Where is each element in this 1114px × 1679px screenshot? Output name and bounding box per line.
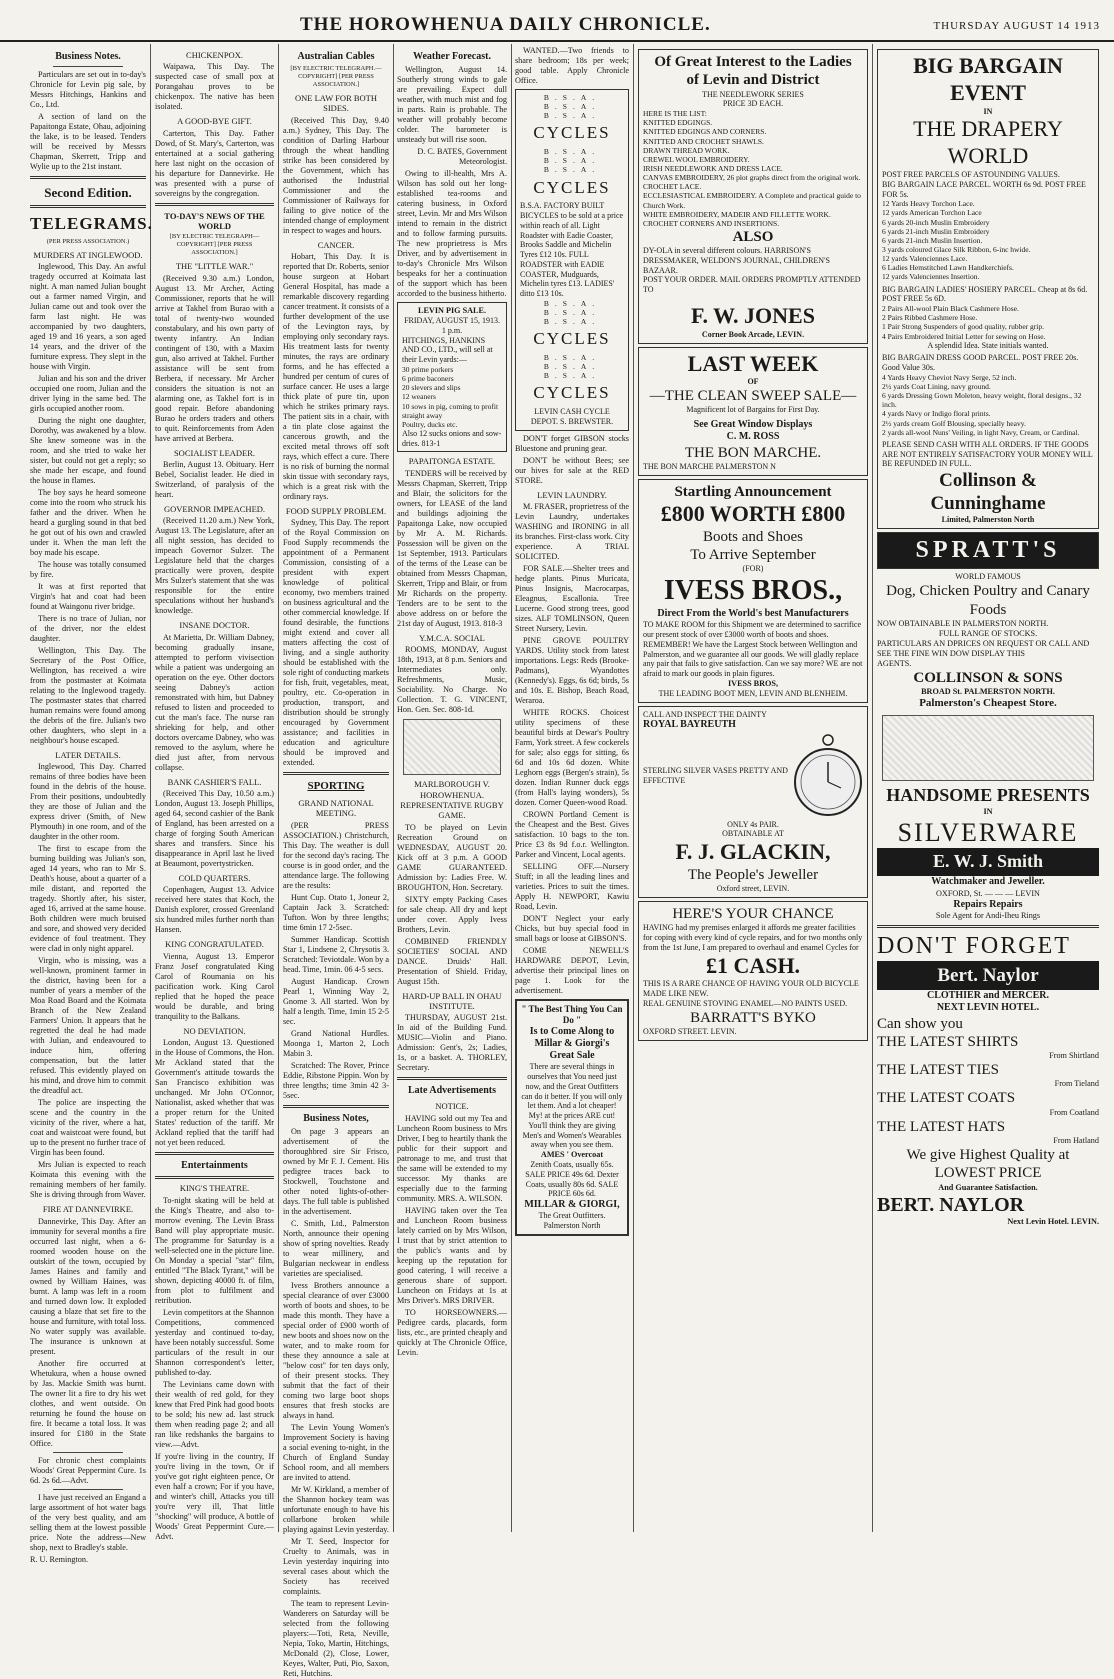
article-heading: COLD QUARTERS. bbox=[178, 873, 251, 883]
article-paragraph: Owing to ill-health, Mrs A. Wilson has sold out her long-established tea-rooms and catering business, in Oxford street, Levin. Mr and Mrs Wilson intend to remain in the district and to follow farming pursuits. The new proprietress is Mrs Driver, and by advertisement in to-day's Chronicle Mrs Wilson bespeaks for her a continuation of the support which has been accorded to the business hitherto. bbox=[397, 169, 507, 299]
article-paragraph: C. Smith, Ltd., Palmerston North, announce their opening show of spring novelties. Ready to wear millinery, and Bulgarian neckwear in endless varieties are specialised. bbox=[283, 1218, 389, 1278]
ad-heading: DON'T FORGET bbox=[877, 932, 1071, 959]
ad-text: DY-OLA in several different colours. HARRISON'S DRESSMAKER, WELDON'S JOURNAL, CHILDREN'S BAZAAR. bbox=[643, 246, 830, 275]
column-rule bbox=[150, 44, 151, 1532]
article-paragraph: Waipawa, This Day. The suspected case of small pox at Porangahau proves to be chickenpox. The native has been isolated. bbox=[155, 62, 274, 112]
ad-text: Magnificent lot of Bargains for First Day. bbox=[686, 405, 820, 415]
article-paragraph: Vienna, August 13. Emperor Franz Josef congratulated King Carol of Roumania on his pacification work. King Carol replied that he hoped the peace would be durable, and bring tranquility to the Balkans. bbox=[155, 951, 274, 1021]
press-credit: [BY ELECTRIC TELEGRAPH—COPYRIGHT] [PER PRESS ASSOCIATION.] bbox=[169, 233, 260, 257]
article-paragraph: The boy says he heard someone come into the room who struck his father and the driver. When he heard a gurgling sound in that bed he got out of his own and crawled under it. When the man left the boy made his escape. bbox=[30, 488, 146, 558]
ad-heading: Repairs Repairs bbox=[953, 898, 1023, 910]
ad-date: FRIDAY, AUGUST 15, 1913. bbox=[404, 316, 500, 326]
ad-text: TO MAKE ROOM for this Shipment we are determined to sacrifice our present stock of over £3000 worth of boots and shoes. REMEMBER! We have the Largest Stock between Wellington and Palmerston, and we guarantee all our goods. We will gladly replace any pair that fails to give satisfaction. Can we say more? WE are not afraid to mark our goods in plain figures. bbox=[643, 620, 863, 679]
ad-heading: Y.M.C.A. SOCIAL bbox=[419, 632, 485, 643]
article-paragraph: (Received This Day, 10.50 a.m.) London, August 13. Joseph Phillips, aged 64, second cashier of the Bank of England, has been arrested on a charge of forging South American shares and transfers. Since his disappearance in April last he lived at Beaumont, povertystricken. bbox=[155, 789, 274, 868]
ad-list-item: 12 Yards Heavy Torchon Lace. bbox=[882, 199, 975, 209]
ad-list-item: WHITE EMBROIDERY, MADEIR AND FILLETTE WORK. bbox=[643, 209, 831, 219]
ad-heading: IVESS BROS., bbox=[663, 575, 843, 607]
advertisement: COME NEWELL'S HARDWARE DEPOT, Levin, advertise their principal lines on page 1. Look for the advertisement. bbox=[515, 945, 629, 995]
ad-text: Corner Book Arcade, LEVIN. bbox=[701, 329, 805, 339]
article-paragraph: Dannevirke, This Day. After an immunity for several months a fire occurred last night, when a 6-roomed wooden house on the outskirt of the town, occupied by James Haines and family and owned by William Haines, was burnt. A lamp was left in a room and turned down low. It exploded causing a blaze that set fire to the house and furniture, with total loss. No water supply was available. The insurance is unknown at present. bbox=[30, 1216, 146, 1356]
cycles-heading: CYCLES bbox=[533, 123, 611, 143]
pig-sale-advertisement bbox=[397, 302, 507, 452]
advertisement: DON'T Neglect your early Chicks, but buy special food in small bags or loose at GIBSON'S. bbox=[515, 913, 629, 943]
article-heading: THE "LITTLE WAR." bbox=[175, 261, 254, 272]
ad-text: ONLY 4s PAIR. bbox=[727, 819, 779, 829]
ad-text: OF bbox=[747, 377, 759, 387]
ad-list-item: KNITTED EDGINGS. bbox=[643, 118, 713, 128]
ad-list-item: 4 yards Navy or Indigo floral prints. bbox=[882, 409, 991, 419]
masthead-title: THE HOROWHENUA DAILY CHRONICLE. bbox=[300, 14, 711, 35]
ad-text: THIS IS A RARE CHANCE OF HAVING YOUR OLD BICYCLE MADE LIKE NEW. bbox=[643, 979, 859, 999]
ad-heading: Can show you bbox=[877, 1015, 963, 1032]
ad-text: Zenith Coats, usually 65s. SALE PRICE 49s 6d. Dexter Coats, usually 80s 6d. SALE PRICE 60s 6d. bbox=[525, 1160, 619, 1199]
barratt-advertisement bbox=[638, 901, 868, 1041]
article-paragraph: Berlin, August 13. Obituary. Herr Bebel, Socialist leader. He died in Switzerland, of paralysis of the heart. bbox=[155, 459, 274, 499]
divider bbox=[53, 1489, 123, 1490]
column-rule bbox=[872, 44, 873, 1532]
ad-list-item: 12 yards Valenciennes Lace. bbox=[882, 254, 968, 264]
ad-list-item: 3 yards coloured Glace Silk Ribbon, 6-inc hwide. bbox=[882, 245, 1031, 255]
article-heading: FIRE AT DANNEVIRKE. bbox=[42, 1204, 134, 1215]
article-paragraph: Ivess Brothers announce a special clearance of over £3000 worth of boots and shoes, to be made this month. They have a special order of £900 worth of new boots and shoes now on the water, and to make room for these they announce a sale at "below cost" for ten days only, of their present stocks. They submit that the fact of their coming two large boot shops ensures that fresh stocks are always in hand. bbox=[283, 1280, 389, 1420]
ad-list-item: IRISH NEEDLEWORK AND DRESS LACE. bbox=[643, 163, 783, 173]
ad-list-item: 6 prime baconers bbox=[402, 374, 454, 384]
ad-text: PARTICULARS AN DPRICES ON REQUEST OR CALL AND SEE THE FINE WIN DOW DISPLAY THIS bbox=[877, 639, 1090, 659]
article-paragraph: Sydney, This Day. The report of the Royal Commission on Food Supply recommends the appointment of a Permanent Commission, consisting of a president with expert knowledge of political economy, two members trained on business agricultural and the other commercial knowledge. If found desirable, the functions might extend and cover all matters affecting the cost of living, and a single authority should be established with the sole right of conducting markets for fish, fruit, vegetables, meat, poultry, etc. Co-operation in production, transport, and distribution should be strongly encouraged by Government assistance; and facilities in education and agriculture should be improved and extended. bbox=[283, 518, 389, 768]
ad-text: FULL RANGE OF STOCKS. bbox=[938, 629, 1038, 639]
divider bbox=[30, 176, 146, 179]
ad-heading: C. M. ROSS bbox=[726, 431, 780, 443]
ad-heading: AMES ' Overcoat bbox=[540, 1150, 604, 1160]
divider bbox=[155, 1176, 274, 1179]
ad-heading: HARD-UP BALL IN OHAU INSTITUTE. bbox=[402, 990, 502, 1011]
ad-text: From Tieland bbox=[1054, 1079, 1099, 1089]
divider bbox=[53, 1452, 123, 1453]
article-paragraph: The Levin Young Women's Improvement Society is having a social evening to-night, in the Church of England Sunday School room, and all members are invited to attend. bbox=[283, 1422, 389, 1482]
press-credit: [BY ELECTRIC TELEGRAPH.—COPYRIGHT] [PER PRESS ASSOCIATION.] bbox=[290, 65, 382, 89]
ad-heading: We give Highest Quality at LOWEST PRICE bbox=[906, 1147, 1070, 1182]
ad-list-item: 2 Pairs Ribbed Cashmere Hose. bbox=[882, 313, 978, 323]
advertisement: WHITE ROCKS. Choicest utility specimens of these beautiful birds at Dewar's Poultry Farm, York street. A few cockerels for sale; also eggs for sitting, 6s 6d and 10s 6d dozen. White Leghorn eggs (Bergen's strain), 5s dozen. Indian Runner duck eggs (from Hall's laying wonders), 5s dozen. Corner Queen-wood Road. bbox=[515, 707, 629, 807]
telegrams-heading: TELEGRAMS. bbox=[30, 214, 153, 234]
divider bbox=[53, 66, 123, 67]
column-rule bbox=[511, 44, 512, 1532]
article-paragraph: Levin competitors at the Shannon Competitions, commenced yesterday and continued to-day, have been notably successful. Some particulars of the result in our Shannon correspondent's letter, published to-day. bbox=[155, 1307, 274, 1377]
article-paragraph: August Handicap. Crown Pearl 1, Winning Way 2, Gnome 3. All started. Won by half a length. Time, 1min 15 2-5 sec. bbox=[283, 976, 389, 1026]
ad-heading: F. W. JONES bbox=[691, 302, 815, 328]
ad-heading: The People's Jeweller bbox=[687, 866, 819, 883]
column-rule bbox=[278, 44, 279, 1532]
article-paragraph: At Marietta, Dr. William Dabney, becoming gradually insane, attempted to perform vivisection while a patient was undergoing an operation on the eye. Other doctors seeing Dabney's action remonstrated with him, but Dabney refused to listen and proceeded to cut the man's face. The nurse ran shrieking for help, and other doctors overcame Dabney, who was removed to the asylum, where he died just after, from nervous collapse. bbox=[155, 632, 274, 772]
ad-text: B.S.A. FACTORY BUILT BICYCLES to be sold at a price within reach of all. Light Roadster with Eadie Coaster, Brooks Saddle and Michelin Tyres £12 10s. FULL ROADSTER with EADIE COASTER, Mudguards, Michelin tyres £13. LADIES' ditto £13 10s. bbox=[520, 201, 624, 299]
ad-heading: Dog, Chicken Poultry and Canary Foods bbox=[886, 583, 1090, 618]
article-heading: CHICKENPOX. bbox=[186, 50, 243, 60]
ad-list-item: 2 yards all-wool Nuns' Veiling, in light Navy, Cream, or Cardinal. bbox=[882, 427, 1080, 437]
divider bbox=[30, 205, 146, 208]
ad-heading: HERE'S YOUR CHANCE bbox=[672, 905, 834, 922]
column-7 bbox=[877, 46, 1099, 1530]
ad-heading: Bert. Naylor bbox=[877, 961, 1099, 990]
ad-list-item: 30 prime porkers bbox=[402, 364, 454, 374]
advertisement: WANTED.—Two friends to share bedroom; 18s per week; good table. Apply Chronicle Office. bbox=[515, 46, 629, 85]
article-paragraph: Inglewood, This Day. Charred remains of three bodies have been found in the debris of the house. From their positions, undoubtedly they are those of Julian and the express driver (Smith, of New Plymouth) in one room, and of the daughter in the other room. bbox=[30, 762, 146, 842]
ad-heading: LEVIN LAUNDRY. bbox=[537, 489, 607, 500]
ad-text: Oxford street, LEVIN. bbox=[716, 884, 790, 894]
column-2 bbox=[155, 46, 274, 1541]
ad-text: From Shirtland bbox=[1049, 1051, 1099, 1061]
ad-list-item: 6 yards 21-inch Muslin Embroidery bbox=[882, 226, 990, 236]
divider bbox=[155, 1152, 274, 1155]
advertisement-verse: If you're living in the country, If you're living in the town, Or if you've got right eighteen pence, Or even half a crown; For if you have, and winter's chill, Attacks you till you're very ill, That little "shocking" will produce, A bottle of Woods' Great Peppermint Cure.—Advt. bbox=[155, 1451, 274, 1541]
ad-list-item: 12 yards Valenciennes Insertion. bbox=[882, 272, 980, 282]
ad-heading: ALSO bbox=[732, 228, 774, 245]
ad-list-item: 4 Pairs Embroidered Initial Letter for sewing on Hose. bbox=[882, 331, 1046, 341]
article-paragraph: The first to escape from the burning building was Julian's son, aged 14 years, who ran to Mr S. Death's house, about a quarter of a mile distant, and reported the tragedy. Shortly after, his sister, aged 16, arrived at the same house. Both children were much bruised and sore, and showed very decided evidence of foul treatment. They were clad in only night apparel. bbox=[30, 844, 146, 954]
advertisement: CROWN Portland Cement is the Cheapest and the Best. Gives satisfaction. 10 bags to the ton. Price £3 8s 9d f.o.r. Wellington. Parker and Vincent, Local agents. bbox=[515, 809, 629, 859]
ad-heading: NEXT LEVIN HOTEL. bbox=[936, 1002, 1040, 1014]
cycles-heading: CYCLES bbox=[533, 329, 611, 349]
ad-heading: THE LATEST TIES bbox=[877, 1062, 999, 1079]
article-paragraph: Hobart, This Day. It is reported that Dr. Roberts, senior house surgeon at Hobart General Hospital, has made a remarkable discovery regarding cancer treatment. It consists of a further development of the use of the Levington rays, by employing only secondary rays. His treatment lasts for twenty minutes, the rays are ordinary forms, and he has effected a hundred per centum of cures of surface cancer. He uses a large thick plate of pure tin, upon which he strikes primary rays. The patient sits in a chair, with a tin plate close against the cancerous growth, and the excited metal throws off soft rays, which effect a cure. There is no risk of burning the normal skin tissue with secondary rays, which is a great risk with the ordinary rays. bbox=[283, 252, 389, 502]
ad-list-item: KNITTED AND CROCHET SHAWLS. bbox=[643, 136, 764, 146]
ad-heading: SILVERWARE bbox=[897, 817, 1079, 847]
ad-text: THE LEADING BOOT MEN, LEVIN AND BLENHEIM. bbox=[658, 688, 848, 698]
ad-text: IN bbox=[983, 806, 993, 816]
ad-list-item: 20 slevers and slips bbox=[402, 383, 461, 393]
weather-heading: Weather Forecast. bbox=[413, 51, 491, 62]
ad-text: From Hatland bbox=[1053, 1136, 1099, 1146]
ad-text: POST YOUR ORDER. MAIL ORDERS PROMPTLY ATTENDED TO bbox=[643, 275, 861, 295]
column-rule bbox=[393, 44, 394, 1532]
ad-text: OBTAINABLE AT bbox=[722, 829, 784, 839]
pocket-watch-icon bbox=[793, 732, 863, 820]
ad-text: A splendid Idea. State initials wanted. bbox=[927, 340, 1049, 350]
ad-heading: MILLAR & GIORGI, bbox=[524, 1199, 620, 1211]
article-paragraph: A section of land on the Papaitonga Estate, Ohau, adjoining the lake, is to be leased. Tenders will be received by Messrs Chapman, Skerrett, Tripp and Wylie up to the 21st instant. bbox=[30, 112, 146, 172]
ad-text: Sole Agent for Andi-Iheu Rings bbox=[935, 910, 1041, 920]
ad-heading: —THE CLEAN SWEEP SALE— bbox=[649, 388, 857, 405]
article-paragraph: Particulars are set out in to-day's Chronicle for Levin pig sale, by Messrs Hitchings, Hankins and Co., Ltd. bbox=[30, 70, 146, 110]
ad-text: The Great Outfitters. Palmerston North bbox=[538, 1211, 606, 1231]
ad-heading: COLLINSON & SONS bbox=[913, 670, 1063, 687]
ad-heading: Is to Come Along to Millar & Giorgi's Great Sale bbox=[529, 1025, 615, 1062]
divider bbox=[155, 203, 274, 206]
world-news-heading: TO-DAY'S NEWS OF THE WORLD bbox=[164, 210, 265, 232]
ad-list-item: 6 Ladies Hemstitched Lawn Handkerchiefs. bbox=[882, 263, 1014, 273]
ad-text: HITCHINGS, HANKINS AND CO., LTD., will sell at their Levin yards:— bbox=[402, 335, 493, 365]
ad-text: BROAD St. PALMERSTON NORTH. bbox=[921, 687, 1055, 697]
article-paragraph: To-night skating will be held at the King's Theatre, and also to-morrow evening. The Levin Brass Band will play appropriate music. The programme for Saturday is a well-selected one in the picture line. On Monday a special "star" film, entitled "The Black Tyrant," will be shown, depicting 40000 ft. of film, from plot to fulfilment and retribution. bbox=[155, 1195, 274, 1305]
advertisement: DON'T forget GIBSON stocks Bluestone and pruning gear. bbox=[515, 433, 629, 453]
ad-text: POST FREE PARCELS OF ASTOUNDING VALUES. bbox=[882, 170, 1060, 180]
article-paragraph: Julian and his son and the driver occupied one room, Julian and the driver lying in the same bed. The girls occupied another room. bbox=[30, 374, 146, 414]
ad-heading: BIG BARGAIN EVENT bbox=[913, 53, 1063, 105]
ad-heading: THE LATEST COATS bbox=[877, 1090, 1016, 1107]
ad-heading: THE LATEST SHIRTS bbox=[877, 1033, 1019, 1050]
cycles-heading: CYCLES bbox=[533, 383, 611, 403]
column-5 bbox=[515, 46, 629, 1530]
ad-list-item: 12 weaners bbox=[402, 392, 436, 402]
ad-heading: LAST WEEK bbox=[687, 350, 819, 376]
advertisement: COMBINED FRIENDLY SOCIETIES' SOCIAL AND DANCE. Druids' Hall. Presentation of Shield. Friday, August 15th. bbox=[397, 936, 507, 986]
article-paragraph: Carterton, This Day. Father Dowd, of St. Mary's, Carterton, was entertained at a social gathering here last night on the occasion of his departure for Dannevirke. He was presented with a purse of sovereigns by the congregation. bbox=[155, 128, 274, 198]
article-paragraph: Mr W. Kirkland, a member of the Shannon hockey team was unfortunate enough to have his collarbone broken while playing against Levin yesterday. bbox=[283, 1484, 389, 1534]
advertisement: DON'T be without Bees; see our hives for sale at the RED STORE. bbox=[515, 455, 629, 485]
article-paragraph: (Received 11.20 a.m.) New York, August 13. The Legislature, after an all night session, has decided to impeach Governor Sulzer. The Legislature held that the charges practically were proven, despite Mrs Sulzer's statement that she was responsible for the entire speculations without her husband's knowledge. bbox=[155, 516, 274, 616]
article-paragraph: The team to represent Levin-Wanderers on Saturday will be selected from the following players:—Toti, Reta, Neville, Nepia, Toko, Martin, Hitchings, McDonald (2), Close, Lower, Keyes, Walter, Puti, Pio, Saxon, Reti, Hutchins. bbox=[283, 1598, 389, 1678]
article-paragraph: The house was totally consumed by fire. bbox=[30, 560, 146, 580]
column-1 bbox=[30, 46, 153, 1564]
needlework-advertisement bbox=[638, 49, 868, 344]
ad-text: THE NEEDLEWORK SERIES bbox=[702, 89, 804, 99]
ad-heading: LEVIN PIG SALE. bbox=[417, 306, 487, 316]
article-heading: GRAND NATIONAL MEETING. bbox=[298, 797, 374, 819]
article-paragraph: Mr T. Seed, Inspector for Cruelty to Animals, was in Levin yesterday inquiring into several cases about which the Society has received complaints. bbox=[283, 1536, 389, 1596]
ad-heading: £1 CASH. bbox=[705, 952, 801, 978]
column-4 bbox=[397, 46, 507, 1530]
ad-heading: of Levin and District bbox=[686, 72, 820, 89]
ad-heading: BARRATT'S BYKO bbox=[690, 1009, 816, 1026]
article-heading: KING'S THEATRE. bbox=[179, 1183, 250, 1194]
ad-text: LEVIN CASH CYCLE DEPOT. S. BREWSTER. bbox=[530, 407, 614, 426]
advertisement-signature: R. U. Remington. bbox=[30, 1554, 88, 1564]
divider bbox=[283, 772, 389, 775]
advertisement: PINE GROVE POULTRY YARDS. Utility stock from latest importations. Legs: Reds (Brooke-Padmans), Wyandottes (Kennedy's). Eggs, 6s 6d; birds, 5s and 10s. E. Bishop, Beach Road, Weraroa. bbox=[515, 635, 629, 705]
advertisement: HAVING sold out my Tea and Luncheon Room business to Mrs Driver, I beg to heartily thank the public for their support and patronage to me, and trust that the same will be extended to my successor. My thanks are especially due to the farming community. MRS. A. WILSON. bbox=[397, 1113, 507, 1203]
business-notes-heading: Business Notes. bbox=[55, 51, 121, 62]
article-paragraph: During the night one daughter, Dorothy, was awakened by a blow. She knew someone was in the room, and she tried to wake her sister, but could not get a reply; so she made her escape, and found the house in flames. bbox=[30, 416, 146, 486]
ad-heading: BERT. NAYLOR bbox=[877, 1193, 1025, 1216]
advertisement: ROOMS, MONDAY, August 18th, 1913, at 8 p.m. Seniors and Intermediates only. Refreshments, Music, Sociability. No Charge. No Collection. T. G. VINCENT, Hon. Gen. Sec. 808-1d. bbox=[397, 645, 507, 715]
ad-list-item: CREWEL WOOL EMBROIDERY. bbox=[643, 154, 750, 164]
ad-heading: Direct From the World's best Manufacturers bbox=[657, 608, 849, 620]
ad-text: NOW OBTAINABLE IN PALMERSTON NORTH. bbox=[877, 619, 1049, 629]
ad-list-item: 2 Pairs All-wool Plain Black Cashmere Hose. bbox=[882, 304, 1019, 314]
ad-list-item: 2½ yards Coat Lining, navy ground. bbox=[882, 382, 991, 392]
advertisement: For chronic chest complaints Woods' Great Peppermint Cure. 1s 6d. 2s 6d.—Advt. bbox=[30, 1455, 146, 1485]
advertisement: HAVING taken over the Tea and Luncheon Room business lately carried on by Mrs Wilson, I trust that by strict attention to the public's wants and by keeping up the reputation for good catering, I will receive a generous share of support. Luncheon on Fridays at 1s at Mrs Driver's. MRS DRIVER. bbox=[397, 1205, 507, 1305]
article-paragraph: The Levinians came down with their wealth of red gold, for they knew that Fred Pink had good boots to be sold; his new ad. last struck them when reading page 2; and all ran like redshanks the bargains to view.—Advt. bbox=[155, 1379, 274, 1449]
ad-text: There are several things in ourselves that You need just now, and the Great Outfitters can do it better. If you will only let them. And a lot cheaper! My! at the prices ARE cut! You'll think they are giving Men's and Women's Wearables away when you see them. bbox=[521, 1062, 623, 1150]
ad-text: PLEASE SEND CASH WITH ALL ORDERS. IF THE GOODS ARE NOT ENTIRELY SATISFACTORY YOUR MONEY WILL BE REFUNDED IN FULL. bbox=[882, 439, 1093, 469]
article-heading: NO DEVIATION. bbox=[183, 1025, 246, 1036]
advertisement: TENDERS will be received by Messrs Chapman, Skerrett, Tripp and Blair, the solicitors for the owners, for LEASE of the land and buildings adjoining the Papaitonga Lake, now occupied by Mr A. M. Richards. Possession will be given on the 1st September, 1913. Particulars of the terms of the Lease can be obtained from Messrs Chapman, Skerrett, Tripp and Blair, or from Mr Richards on the property. Tenders are to be sent to the above address on or before the 21st day of August, 1913. 818-3 bbox=[397, 468, 507, 628]
business-notes-heading: Business Notes, bbox=[303, 1112, 369, 1124]
ad-text: WORLD FAMOUS bbox=[955, 572, 1021, 582]
article-heading: BANK CASHIER'S FALL. bbox=[167, 776, 262, 787]
article-heading: LATER DETAILS. bbox=[55, 750, 121, 761]
masthead-date: THURSDAY AUGUST 14 1913 bbox=[933, 20, 1100, 32]
advertisement: TO HORSEOWNERS.—Pedigree cards, placards, form lists, etc., are printed cheaply and quickly at The Chronicle Office, Levin. bbox=[397, 1307, 507, 1357]
second-edition-heading: Second Edition. bbox=[44, 185, 132, 201]
article-heading: A GOOD-BYE GIFT. bbox=[177, 116, 252, 127]
millar-giorgi-advertisement bbox=[515, 999, 629, 1236]
ad-heading: Watchmaker and Jeweller. bbox=[931, 876, 1045, 888]
column-3 bbox=[283, 46, 390, 1678]
press-credit: (PER PRESS ASSOCIATION.) bbox=[46, 237, 130, 245]
article-heading: KING CONGRATULATED. bbox=[165, 939, 264, 950]
entertainments-heading: Entertainments bbox=[181, 1160, 248, 1172]
ad-text: Limited, Palmerston North bbox=[941, 515, 1035, 525]
ad-heading: Of Great Interest to the Ladies bbox=[654, 54, 852, 70]
ad-heading: To Arrive September bbox=[690, 547, 816, 564]
ad-time: 1 p.m. bbox=[441, 325, 463, 335]
ad-text: BIG BARGAIN DRESS GOOD PARCEL. POST FREE 20s. Good Value 30s. bbox=[882, 353, 1079, 373]
ad-list-item: 6 yards 20-inch Muslin Embroidery bbox=[882, 217, 990, 227]
ad-heading: PAPAITONGA ESTATE. bbox=[408, 456, 496, 467]
spratts-banner: SPRATT'S bbox=[877, 532, 1099, 569]
ad-heading: Boots and Shoes bbox=[702, 528, 803, 545]
ad-text: REAL GENUINE STOVING ENAMEL—NO PAINTS USED. bbox=[643, 998, 848, 1008]
divider bbox=[283, 1105, 389, 1108]
bsa-line: B.S.A. B.S.A. B.S.A. bbox=[543, 298, 601, 327]
divider bbox=[877, 925, 1099, 928]
ad-text: And Guarantee Satisfaction. bbox=[938, 1182, 1038, 1192]
ad-heading: THE LATEST HATS bbox=[877, 1118, 1006, 1135]
article-paragraph: On page 3 appears an advertisement of the thoroughbred sire Sir Frisco, owned by Mr F. J. Cement. His pedigree traces back to Stockwell, Touchstone and other noted lights-of-other-days. The full table is published in the advertisement. bbox=[283, 1126, 389, 1216]
rugby-illustration bbox=[403, 719, 501, 775]
article-paragraph: Inglewood, This Day. An awful tragedy occurred at Koimata last night. A man named Julian bought out a farmer named Virgin, and Julian came out and took over the farm last night. He was accompanied by two daughters, aged 19 and 16 years, a son aged 14 years, and the driver of the furniture express. They slept in the house with Virgin. bbox=[30, 262, 146, 372]
ad-text: Next Levin Hotel. LEVIN. bbox=[1007, 1217, 1099, 1227]
ad-text: From Coatland bbox=[1049, 1107, 1099, 1117]
ad-heading: E. W. J. Smith bbox=[877, 848, 1099, 876]
sporting-heading: SPORTING bbox=[307, 780, 365, 793]
ad-heading: See Great Window Displays bbox=[693, 419, 813, 431]
article-paragraph: Copenhagen, August 13. Advice received here states that Koch, the Danish explorer, crossed Greenland six hundred miles further north than Hansen. bbox=[155, 885, 274, 935]
ad-text: Also 12 sucks onions and sow-dries. 813-1 bbox=[402, 428, 502, 448]
column-rule bbox=[633, 44, 634, 1532]
bsa-line: B.S.A. B.S.A. B.S.A. bbox=[543, 352, 601, 381]
ad-heading: NOTICE. bbox=[435, 1101, 469, 1112]
article-paragraph: Wellington, This Day. The Secretary of the Post Office, Wellington, has received a wire from the postmaster at Koimata relating to the Inglewood tragedy. The postmaster states that charred human remains were found among the debris of the fire. Julian's two other daughters, who slept in a neighbour's house escaped. bbox=[30, 646, 146, 746]
ad-heading: CLOTHIER and MERCER. bbox=[927, 990, 1049, 1002]
ad-text: (FOR) bbox=[742, 564, 764, 574]
cycles-heading: CYCLES bbox=[533, 177, 611, 197]
glackin-row bbox=[643, 732, 863, 820]
advertisement: TO be played on Levin Recreation Ground on WEDNESDAY, AUGUST 20. Kick off at 3 p.m. A GOOD GAME GUARANTEED. Admission by: Ladies Free. W. BROUGHTON, Hon. Secretary. bbox=[397, 822, 507, 892]
ad-list-item: 12 yards American Torchon Lace bbox=[882, 208, 982, 218]
ad-list-item: 6 yards Dressing Gown Moleton, heavy weight, floral designs., 32 inch. bbox=[882, 391, 1082, 410]
article-paragraph: Another fire occurred at Whetukura, when a house owned by Jas. Mackie Smith was burnt. The owner lit a fire to dry his wet clothes, and went outside. On returning he found the house on fire. It became a total loss. It was insured for £180 in the State Office. bbox=[30, 1358, 146, 1448]
clean-sweep-advertisement bbox=[638, 347, 868, 476]
ad-list-item: CROCHET CORNERS AND INSERTIONS. bbox=[643, 218, 780, 228]
ad-text: STERLING SILVER VASES PRETTY AND EFFECTIVE bbox=[643, 765, 788, 785]
article-heading: FOOD SUPPLY PROBLEM. bbox=[285, 506, 387, 517]
article-heading: SOCIALIST LEADER. bbox=[173, 447, 256, 458]
ad-text: OXFORD, St. — — — LEVIN bbox=[936, 888, 1040, 898]
advertisement: FOR SALE.—Shelter trees and hedge plants. Pinus Muricata, Pinus Insignis, Macrocarpas, Eleagnus, Escallonia. Tree Lucerne. Good strong trees, good sizes. ALF TOMLINSON, Queen Street Nursery, Levin. bbox=[515, 563, 629, 633]
ad-heading: " The Best Thing You Can Do " bbox=[521, 1003, 623, 1025]
ad-list-item: DRAWN THREAD WORK. bbox=[643, 145, 730, 155]
article-paragraph: (Received 9.30 a.m.) London, August 13. Mr Archer, Acting Commissioner, reports that he will arrive at Takhel from Burao with a total of twenty-two wounded constabulary, and his own party of twenty infantry. An Indian contingent of 130, with a Maxim gun, also arrived at Takhel. Further assistance will be sent from Berbera, if necessary. Mr Archer considers the situation is not an alarming one, as Takhel fort is in good repair. Before abandoning Burao he orders traders and others to quit. Reinforcements from Aden have arrived at Berbera. bbox=[155, 273, 274, 443]
ad-heading: Palmerston's Cheapest Store. bbox=[919, 697, 1057, 710]
ad-list-item: 6 yards 21-inch Muslin Insertion. bbox=[882, 235, 983, 245]
ad-heading: F. J. GLACKIN, bbox=[675, 839, 831, 865]
ad-heading: Startling Announcement bbox=[674, 483, 832, 500]
article-heading: INSANE DOCTOR. bbox=[179, 620, 250, 631]
ad-list-item: Poultry, ducks etc. bbox=[402, 419, 458, 429]
ad-text: HAVING had my premises enlarged it affords me greater facilities for coping with every kind of cycle repairs, and for two months only from the 1st June, I am prepared to overhaul and enamel Cycles for bbox=[643, 923, 863, 952]
australian-cables-heading: Australian Cables bbox=[297, 51, 375, 62]
article-paragraph: Scratched: The Rover, Prince Eddie, Ribstone Pippin. Won by three lengths; time 3min 42 3-5sec. bbox=[283, 1060, 389, 1100]
divider bbox=[397, 1077, 507, 1080]
late-ads-heading: Late Advertisements bbox=[407, 1085, 497, 1097]
article-paragraph: Grand National Hurdles. Moonga 1, Marton 2, Loch Mabin 3. bbox=[283, 1028, 389, 1058]
bsa-line: B.S.A. B.S.A. B.S.A. bbox=[543, 93, 601, 121]
masthead bbox=[0, 0, 1114, 42]
article-paragraph: It was at first reported that Virgin's hat and coat had been found at Waingonu river bridge. bbox=[30, 582, 146, 612]
ad-heading: THE DRAPERY WORLD bbox=[913, 116, 1063, 169]
ad-text: THE BON MARCHE PALMERSTON N bbox=[643, 461, 776, 471]
column-6 bbox=[638, 46, 868, 1530]
article-heading: ONE LAW FOR BOTH SIDES. bbox=[294, 92, 378, 114]
advertisement: SIXTY empty Packing Cases for sale cheap. All dry and kept under cover. Apply Ivess Brothers, Levin. bbox=[397, 894, 507, 934]
advertisement: THURSDAY, AUGUST 21st. In aid of the Building Fund. MUSIC—Violin and Piano. Admission: Gent's, 2s; Ladies, 1s, or a basket. A. THORLEY, Secretary. bbox=[397, 1013, 507, 1073]
ad-text: OXFORD STREET. LEVIN. bbox=[643, 1026, 737, 1036]
ad-heading: HANDSOME PRESENTS bbox=[886, 784, 1090, 805]
ad-list-item: 10 sows in pig, coming to profit straight away bbox=[402, 401, 499, 420]
ad-text: AGENTS. bbox=[877, 659, 912, 669]
bsa-line: B.S.A. B.S.A. B.S.A. bbox=[543, 147, 601, 175]
ad-heading: £800 WORTH £800 bbox=[660, 500, 846, 526]
ad-list-item: CANVAS EMBROIDERY, 26 plot graphs direct from the original work. bbox=[643, 173, 861, 183]
ad-heading: Collinson & Cunninghame bbox=[930, 470, 1046, 515]
ad-list-item: 4 Yards Heavy Cheviot Navy Serge, 52 inch. bbox=[882, 372, 1017, 382]
ad-text: BIG BARGAIN LACE PARCEL. WORTH 6s 9d. POST FREE FOR 5s. bbox=[882, 179, 1086, 199]
article-heading: MURDERS AT INGLEWOOD. bbox=[33, 249, 143, 260]
advertisement: M. FRASER, proprietress of the Levin Laundry, undertakes WASHING and IRONING in all its branches. First-class work. City experience. A TRIAL SOLICITED. bbox=[515, 501, 629, 561]
ad-list-item: 2½ yards cream Golf Blousing, specially heavy. bbox=[882, 418, 1026, 428]
ad-heading: IVESS BROS, bbox=[727, 678, 779, 688]
article-paragraph: (PER PRESS ASSOCIATION.) Christchurch, This Day. The weather is dull for the second day's racing. The course is in good order, and the attendance large. The following are the results: bbox=[283, 820, 389, 890]
article-paragraph: The police are inspecting the scene and the country in the vicinity of the river, where a hat, coat and waistcoat were found, but up to the present no further trace of Virgin has been found. bbox=[30, 1098, 146, 1158]
ad-text: HERE IS THE LIST: bbox=[643, 109, 707, 119]
ad-text: IN bbox=[983, 106, 993, 116]
drapery-advertisement bbox=[877, 49, 1099, 529]
glackin-advertisement bbox=[638, 706, 868, 898]
ad-text: PRICE 3D EACH. bbox=[722, 99, 784, 109]
teapot-illustration bbox=[882, 715, 1094, 781]
article-heading: CANCER. bbox=[317, 239, 355, 250]
cycles-advertisement bbox=[515, 89, 629, 431]
article-signature: D. C. BATES, Government Meteorologist. bbox=[417, 147, 507, 167]
article-paragraph: London, August 13. Questioned in the House of Commons, the Hon. Mr Ackland stated that the Government's attitude towards the San Francisco exhibition was unchanged. Mr John O'Connor, Nationalist, asked whether that was a proper return for the United States' reduction of the tariff. Mr Ackland replied that the tariff had not yet been reduced. bbox=[155, 1038, 274, 1148]
article-paragraph: Summer Handicap. Scottish Star 1, Lindsene 2, Chrysotis 3. Scratched: Teviotdale. Won by a head. Time, 1min. 06 4-5 secs. bbox=[283, 934, 390, 974]
ad-list-item: KNITTED EDGINGS AND CORNERS. bbox=[643, 127, 767, 137]
article-paragraph: Wellington, August 14. Southerly strong winds to gale are prevailing. Expect dull weather, with much mist and fog in parts. Rain is probable. The weather will probably become colder. The barometer is unsteady but will rise soon. bbox=[397, 65, 507, 145]
article-paragraph: Virgin, who is missing, was a well-known, prominent farmer in the district, having been for a number of years a member of the Moa Road Board and the Koimata Branch of the New Zealand Farmers' Union. It appears that he regretted the deal he had made with Julian, and endeavoured to induce him, offering compensation, but the latter refused. This evidently played on his mind, and drove him to commit the dreadful act. bbox=[30, 956, 146, 1096]
ad-list-item: CROCHET LACE. bbox=[643, 182, 702, 192]
advertisement: I have just received an Engand a large assortment of hot water bags of the very best quality, and am selling them at the lowest possible price. Note the address—New shop, next to Bradley's stable. bbox=[30, 1492, 146, 1552]
ad-heading: MARLBOROUGH V. HOROWHENUA. REPRESENTATIVE RUGBY GAME. bbox=[400, 779, 504, 821]
article-paragraph: There is no trace of Julian, nor of the driver, nor the eldest daughter. bbox=[30, 614, 146, 644]
ivess-advertisement bbox=[638, 479, 868, 703]
ad-text: CALL AND INSPECT THE DAINTY bbox=[643, 709, 767, 719]
ad-heading: ROYAL BAYREUTH bbox=[643, 719, 736, 731]
ad-heading: THE BON MARCHE. bbox=[684, 444, 822, 461]
article-paragraph: (Received This Day, 9.40 a.m.) Sydney, This Day. The condition of Darling Harbour through the wheat handling strike has been considered by the Government, which has authorised the Industrial Commissioner and the Commissioner of Railways for failing to give notice of the intended change of employment in respect to wages and hours. bbox=[283, 115, 389, 235]
article-paragraph: Mrs Julian is expected to reach Koimata this evening with the remaining members of her family. She is driving through from Waver. bbox=[30, 1160, 146, 1200]
ad-list-item: 1 Pair Strong Suspenders of good quality, rubber grip. bbox=[882, 322, 1044, 332]
ad-list-item: ECCLESIASTICAL EMBROIDERY. A Complete and practical guide to Church Work. bbox=[643, 191, 861, 210]
advertisement: SELLING OFF.—Nursery Stuff; in all the leading lines and varieties. Prices to suit the times. Apply H. NEWPORT, Kawiu Road, Levin. bbox=[515, 861, 629, 911]
ad-text: BIG BARGAIN LADIES' HOSIERY PARCEL. Cheap at 8s 6d. POST FREE 5s 6D. bbox=[882, 284, 1088, 304]
article-heading: GOVERNOR IMPEACHED. bbox=[163, 503, 266, 514]
article-paragraph: Hunt Cup. Otato 1, Joneur 2, Captain Jack 3. Scratched: Tufton. Won by three lengths; time 6min 17 2-5sec. bbox=[283, 892, 389, 932]
